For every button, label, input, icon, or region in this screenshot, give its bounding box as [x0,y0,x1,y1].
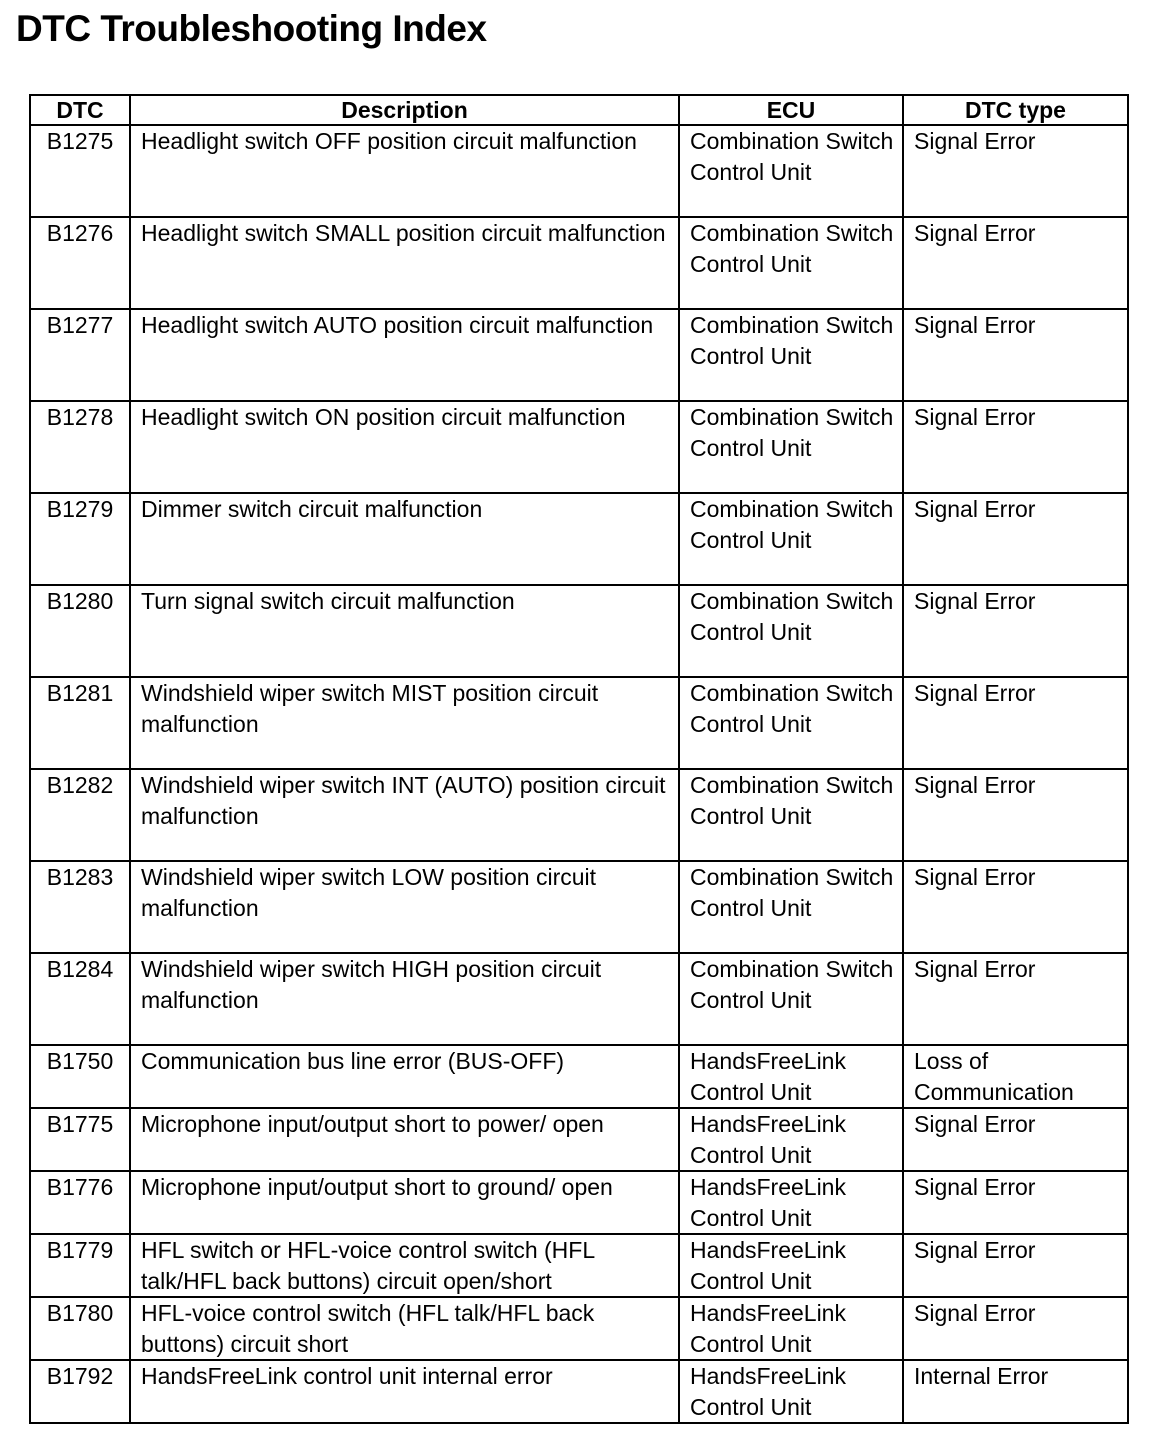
table-row [30,1297,1128,1360]
dtc-ecu: HandsFreeLink Control Unit [679,1360,903,1423]
table-row [30,1234,1128,1297]
dtc-description: Dimmer switch circuit malfunction [130,493,679,585]
table-row [30,401,1128,493]
dtc-type: Signal Error [903,1234,1128,1297]
dtc-type: Signal Error [903,861,1128,953]
dtc-ecu: HandsFreeLink Control Unit [679,1297,903,1360]
dtc-type: Signal Error [903,769,1128,861]
dtc-ecu: Combination Switch Control Unit [679,769,903,861]
dtc-type: Signal Error [903,401,1128,493]
dtc-type: Signal Error [903,677,1128,769]
dtc-description: Headlight switch OFF position circuit malfunction [130,125,679,217]
table-row [30,1360,1128,1423]
dtc-description: Communication bus line error (BUS-OFF) [130,1045,679,1108]
dtc-code: B1283 [30,861,130,953]
dtc-ecu: HandsFreeLink Control Unit [679,1108,903,1171]
dtc-ecu: Combination Switch Control Unit [679,309,903,401]
dtc-code: B1281 [30,677,130,769]
dtc-type: Signal Error [903,493,1128,585]
dtc-code: B1275 [30,125,130,217]
table-row [30,1108,1128,1171]
dtc-ecu: Combination Switch Control Unit [679,401,903,493]
dtc-description: HandsFreeLink control unit internal error [130,1360,679,1423]
dtc-description: Windshield wiper switch LOW position circuit malfunction [130,861,679,953]
dtc-description: HFL-voice control switch (HFL talk/HFL back buttons) circuit short [130,1297,679,1360]
table-row [30,861,1128,953]
dtc-type: Loss of Communication [903,1045,1128,1108]
dtc-code: B1792 [30,1360,130,1423]
dtc-description: Windshield wiper switch HIGH position circuit malfunction [130,953,679,1045]
table-row [30,585,1128,677]
dtc-description: Headlight switch AUTO position circuit malfunction [130,309,679,401]
table-row [30,309,1128,401]
dtc-ecu: HandsFreeLink Control Unit [679,1234,903,1297]
table-row [30,1045,1128,1108]
dtc-ecu: Combination Switch Control Unit [679,217,903,309]
dtc-description: Windshield wiper switch INT (AUTO) position circuit malfunction [130,769,679,861]
dtc-type: Signal Error [903,1108,1128,1171]
dtc-code: B1279 [30,493,130,585]
dtc-code: B1276 [30,217,130,309]
dtc-code: B1278 [30,401,130,493]
dtc-type: Signal Error [903,1297,1128,1360]
table-row [30,125,1128,217]
dtc-type: Signal Error [903,309,1128,401]
dtc-description: Headlight switch ON position circuit malfunction [130,401,679,493]
dtc-ecu: Combination Switch Control Unit [679,125,903,217]
table-header-row [30,95,1128,125]
dtc-description: Headlight switch SMALL position circuit malfunction [130,217,679,309]
dtc-ecu: HandsFreeLink Control Unit [679,1045,903,1108]
table-row [30,677,1128,769]
dtc-description: Microphone input/output short to ground/ open [130,1171,679,1234]
column-header-dtc-type: DTC type [903,95,1128,125]
column-header-description: Description [130,95,679,125]
dtc-ecu: Combination Switch Control Unit [679,493,903,585]
dtc-code: B1775 [30,1108,130,1171]
dtc-table [29,94,1129,1424]
dtc-code: B1776 [30,1171,130,1234]
dtc-code: B1750 [30,1045,130,1108]
dtc-code: B1277 [30,309,130,401]
dtc-ecu: Combination Switch Control Unit [679,861,903,953]
dtc-code: B1280 [30,585,130,677]
column-header-ecu: ECU [679,95,903,125]
dtc-code: B1779 [30,1234,130,1297]
table-row [30,1171,1128,1234]
dtc-code: B1282 [30,769,130,861]
table-row [30,217,1128,309]
dtc-type: Signal Error [903,585,1128,677]
dtc-description: Turn signal switch circuit malfunction [130,585,679,677]
dtc-ecu: Combination Switch Control Unit [679,677,903,769]
dtc-type: Signal Error [903,1171,1128,1234]
dtc-code: B1284 [30,953,130,1045]
dtc-description: HFL switch or HFL-voice control switch (HFL talk/HFL back buttons) circuit open/short [130,1234,679,1297]
dtc-ecu: HandsFreeLink Control Unit [679,1171,903,1234]
dtc-description: Microphone input/output short to power/ open [130,1108,679,1171]
dtc-type: Signal Error [903,953,1128,1045]
page-title: DTC Troubleshooting Index [16,8,487,49]
dtc-type: Signal Error [903,217,1128,309]
table-row [30,769,1128,861]
dtc-type: Signal Error [903,125,1128,217]
dtc-ecu: Combination Switch Control Unit [679,953,903,1045]
dtc-type: Internal Error [903,1360,1128,1423]
dtc-code: B1780 [30,1297,130,1360]
dtc-ecu: Combination Switch Control Unit [679,585,903,677]
column-header-dtc: DTC [30,95,130,125]
dtc-description: Windshield wiper switch MIST position circuit malfunction [130,677,679,769]
table-row [30,493,1128,585]
table-row [30,953,1128,1045]
